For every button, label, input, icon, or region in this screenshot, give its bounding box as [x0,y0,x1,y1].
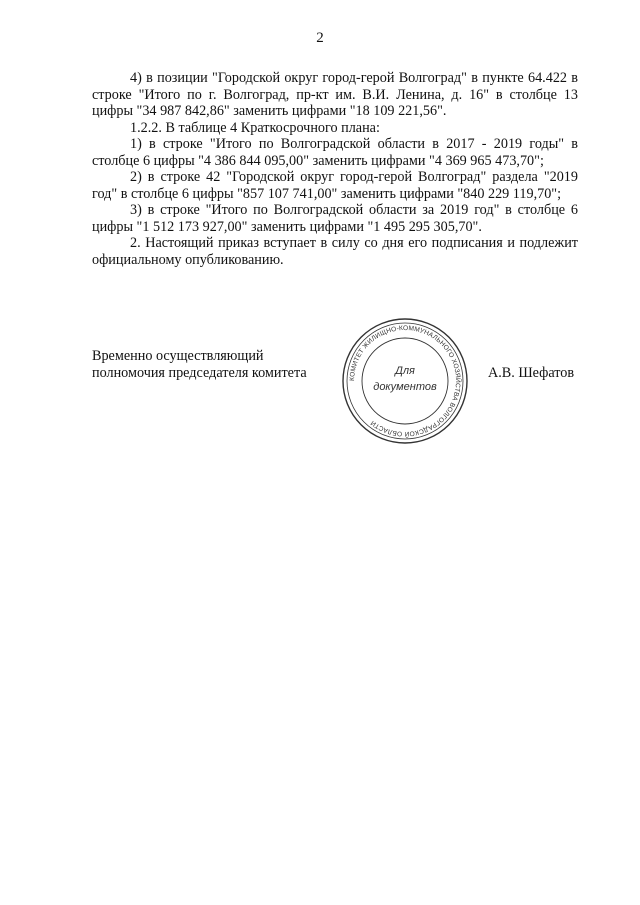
official-stamp [340,316,470,446]
stamp-ring-text: КОМИТЕТ ЖИЛИЩНО-КОММУНАЛЬНОГО ХОЗЯЙСТВА ВОЛГОГРАДСКОЙ ОБЛАСТИ [348,324,462,438]
page-number: 2 [316,30,324,46]
paragraph-item-2: 2) в строке 42 "Городской округ город-герой Волгоград" раздела "2019 год" в столбце 6 цифры "857 107 741,00" заменить цифрами "840 229 119,70"; [92,169,578,202]
paragraph-item-1: 1) в строке "Итого по Волгоградской области в 2017 - 2019 годы" в столбце 6 цифры "4 386 844 095,00" заменить цифрами "4 369 965 473,70"; [92,136,578,169]
paragraph-item-4: 4) в позиции "Городской округ город-герой Волгоград" в пункте 64.422 в строке "Итого по г. Волгоград, пр-кт им. В.И. Ленина, д. 16" в столбце 13 цифры "34 987 842,86" заменить цифрами "18 109 221,56". [92,70,578,119]
signatory-position-line2: полномочия председателя комитета [92,365,307,381]
stamp-center-line2: документов [373,381,437,393]
paragraph-item-3: 3) в строке "Итого по Волгоградской области за 2019 год" в столбце 6 цифры "1 512 173 927,00" заменить цифрами "1 495 295 305,70". [92,202,578,235]
signatory-name: А.В. Шефатов [488,365,575,381]
stamp-center-line1: Для [395,365,415,377]
paragraph-table-4-heading: 1.2.2. В таблице 4 Краткосрочного плана: [130,119,380,136]
paragraph-effective-date: 2. Настоящий приказ вступает в силу со дня его подписания и подлежит официальному опубликованию. [92,235,578,268]
signatory-position [92,348,307,382]
signatory-position-line1: Временно осуществляющий [92,348,264,364]
document-body [92,70,578,268]
